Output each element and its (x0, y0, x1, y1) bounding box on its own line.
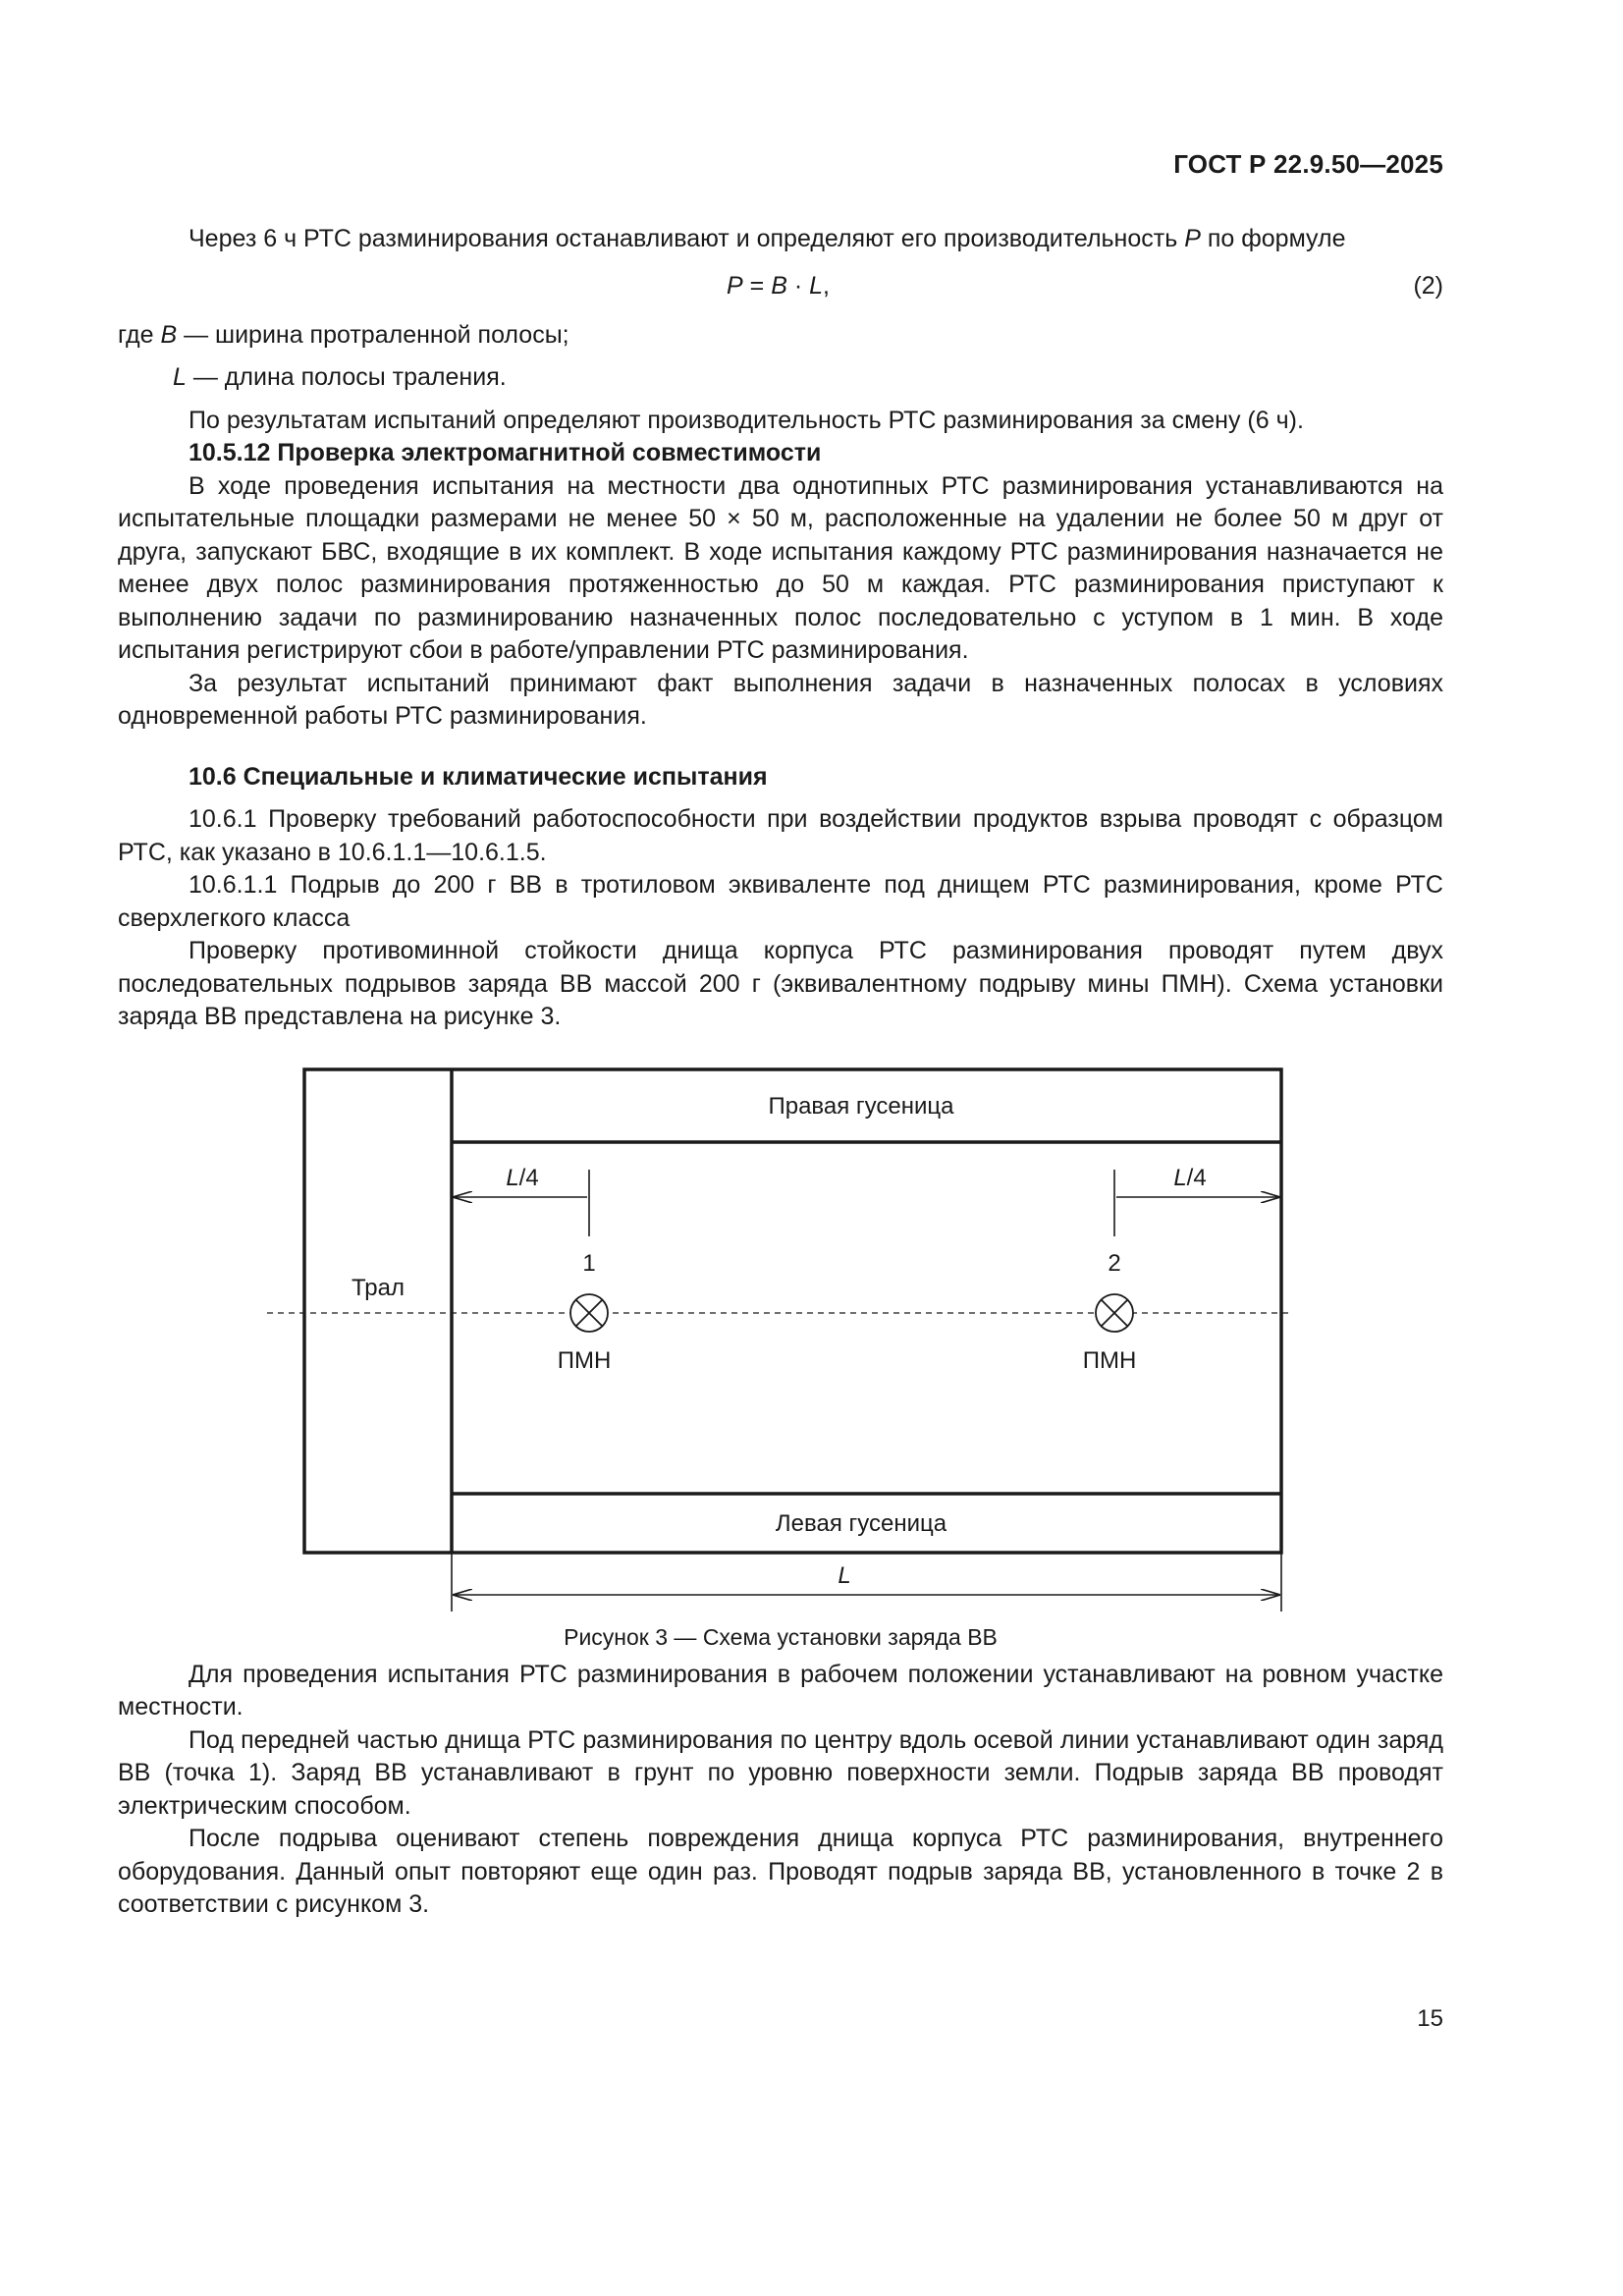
quarter-suffix: /4 (1186, 1164, 1207, 1191)
where-line-b (118, 319, 1443, 353)
paragraph-results: По результатам испытаний определяют производительность РТС разминирования за смену (6 ч). (189, 406, 1304, 434)
charge-point-1-icon (570, 1294, 608, 1332)
mine-label-1: ПМН (557, 1346, 612, 1374)
document-body (118, 223, 1443, 1922)
heading-10-6: 10.6 Специальные и климатические испытания (189, 762, 768, 791)
mine-label-2: ПМН (1082, 1346, 1137, 1374)
page-number: 15 (1417, 2005, 1443, 2032)
formula-2 (118, 266, 1443, 307)
formula-dot: · (786, 271, 810, 300)
quarter-l-var: L (1173, 1164, 1187, 1191)
quarter-label-left (506, 1165, 538, 1191)
formula-var-p: P (727, 271, 743, 300)
paragraph-charge-point-1: Под передней частью днища РТС разминирования по центру вдоль осевой линии устанавливают один заряд ВВ (точка 1). Заряд ВВ устанавливают в грунт по уровню поверхности земли. Подрыв заряда ВВ проводят электрическим способом. (118, 1725, 1443, 1820)
variable-p: P (1184, 225, 1201, 252)
charge-point-2-icon (1096, 1294, 1133, 1332)
figure-3 (118, 1060, 1443, 1659)
where-line-l (118, 361, 1443, 395)
left-track-label: Левая гусеница (775, 1509, 947, 1537)
document-header: ГОСТ Р 22.9.50—2025 (1173, 149, 1443, 179)
paragraph-productivity (118, 223, 1443, 256)
paragraph-10-6-1: 10.6.1 Проверку требований работоспособности при воздействии продуктов взрыва проводят с образцом РТС, как указано в 10.6.1.1—10.6.1.5. (118, 805, 1443, 866)
where-var-b: B (160, 320, 178, 349)
figure-caption: Рисунок 3 — Схема установки заряда ВВ (564, 1623, 998, 1650)
where-prefix: где (118, 320, 161, 349)
formula-number: (2) (1413, 271, 1443, 300)
point-2-label: 2 (1108, 1249, 1121, 1277)
text-segment: по формуле (1200, 225, 1346, 252)
trawl-label: Трал (351, 1274, 406, 1301)
formula-var-b: B (771, 271, 787, 300)
where-def-l: — длина полосы траления. (186, 363, 507, 391)
text-segment: Через 6 ч РТС разминирования останавливают и определяют его производительность (189, 225, 1185, 252)
length-label: L (838, 1561, 851, 1589)
quarter-l-var: L (506, 1164, 519, 1191)
formula-var-l: L (809, 271, 823, 300)
paragraph-emc-result: За результат испытаний принимают факт выполнения задачи в назначенных полосах в условиях одновременной работы РТС разминирования. (118, 669, 1443, 730)
paragraph-10-6-1-1: 10.6.1.1 Подрыв до 200 г ВВ в тротиловом эквиваленте под днищем РТС разминирования, кроме РТС сверхлегкого класса (118, 871, 1443, 932)
paragraph-emc-procedure: В ходе проведения испытания на местности два однотипных РТС разминирования устанавливаются на испытательные площадки размерами не менее 50 × 50 м, расположенные на удалении не более 50 м друг от друга, запускают БВС, входящие в их комплект. В ходе испытания каждому РТС разминирования назначается не менее двух полос разминирования протяженностью до 50 м каждая. РТС разминирования приступают к выполнению задачи по разминированию назначенных полос последовательно с уступом в 1 мин. В ходе испытания регистрируют сбои в работе/управлении РТС разминирования. (118, 471, 1443, 664)
right-track-label: Правая гусеница (768, 1092, 954, 1120)
paragraph-setup: Для проведения испытания РТС разминирования в рабочем положении устанавливают на ровном участке местности. (118, 1660, 1443, 1721)
where-var-l: L (173, 363, 187, 391)
paragraph-mine-resistance: Проверку противоминной стойкости днища корпуса РТС разминирования проводят путем двух последовательных подрывов заряда ВВ массой 200 г (эквивалентному подрыву мины ПМН). Схема установки заряда ВВ представлена на рисунке 3. (118, 937, 1443, 1030)
heading-10-5-12: 10.5.12 Проверка электромагнитной совместимости (189, 439, 822, 466)
formula-comma: , (823, 271, 830, 300)
quarter-label-right (1173, 1165, 1206, 1191)
formula-expression (727, 270, 830, 303)
where-def-b: — ширина протраленной полосы; (177, 320, 569, 349)
charge-placement-diagram (118, 1060, 1443, 1619)
formula-equals: = (742, 271, 772, 300)
point-1-label: 1 (582, 1249, 596, 1277)
paragraph-repeat-test: После подрыва оценивают степень повреждения днища корпуса РТС разминирования, внутреннего оборудования. Данный опыт повторяют еще один раз. Проводят подрыв заряда ВВ, установленного в точке 2 в соответствии с рисунком 3. (118, 1825, 1443, 1918)
quarter-suffix: /4 (518, 1164, 539, 1191)
